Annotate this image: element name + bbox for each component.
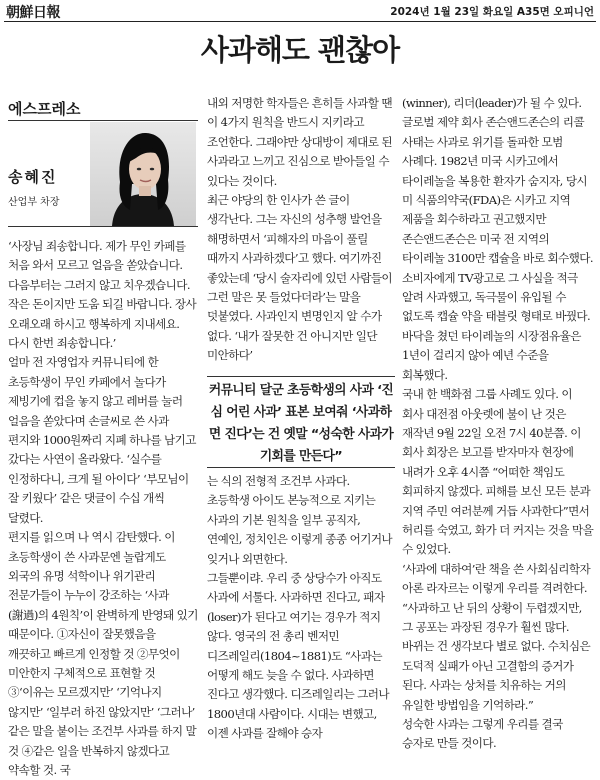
- author-rule: [8, 226, 198, 227]
- body-paragraph: 편지를 읽으며 나 역시 감탄했다. 이 초등학생이 쓴 사과문엔 놀랍게도 외국의 유명 석학이나 위기관리 전문가들이 누누이 강조하는 ‘사과(謝過)의 4원칙’이 완벽하게 반영돼 있기 때문이다. ①자신이 잘못했음을 깨끗하고 빠르게 인정할 것 ②무엇이 미안한지 구체적으로 표현할 것 ③‘이유는 모르겠지만’ ‘기억나지 않지만’ ‘일부러 하진 않았지만’ ‘그러나’ 같은 말을 붙이는 조건부 사과를 하지 말 것 ④같은 일을 반복하지 않겠다고 약속할 것. 국: [8, 530, 198, 777]
- body-paragraph: 얼마 전 자영업자 커뮤니티에 한 초등학생이 무인 카페에서 놀다가 제빙기에 컵을 놓지 않고 레버를 눌러 얼음을 쏟았다며 손글씨로 쓴 사과 편지와 1000원짜리 지폐 하나를 남기고 갔다는 사연이 올라왔다. ‘실수를 인정하다니, 크게 될 아이다’ ‘부모님이 잘 키웠다’ 같은 댓글이 수십 개씩 달렸다.: [8, 355, 196, 525]
- body-paragraph: 성숙한 사과는 그렇게 우리를 결국 승자로 만들 것이다.: [402, 717, 563, 751]
- body-paragraph: 국내 한 백화점 그룹 사례도 있다. 이 회사 대전점 아웃렛에 불이 난 것은 재작년 9월 22일 오전 7시 40분쯤. 이 회사 회장은 보고를 받자마자 현장에 내려가 오후 4시쯤 “어떠한 책임도 회피하지 않겠다. 피해를 보신 모든 분과 지역 주민 여러분께 거듭 사과한다”면서 허리를 숙였고, 화가 더 커지는 것을 막을 수 있었다.: [402, 387, 594, 557]
- dateline: 2024년 1월 23일 화요일 A35면 오피니언: [390, 6, 594, 18]
- author-title: 산업부 차장: [8, 197, 60, 208]
- masthead-rule: [4, 21, 596, 22]
- body-column-2-bottom: [207, 472, 395, 744]
- column-section-label: 에스프레소: [8, 100, 81, 118]
- author-portrait: [90, 122, 196, 226]
- newspaper-logo: 朝鮮日報: [6, 5, 60, 21]
- author-name: 송혜진: [8, 168, 58, 186]
- masthead: [0, 0, 600, 22]
- pull-quote: 커뮤니티 달군 초등학생의 사과 ‘진심 어린 사과’ 표본 보여줘 ‘사과하면 진다’는 건 옛말 “성숙한 사과가 기회를 만든다”: [208, 383, 394, 464]
- body-paragraph: (winner), 리더(leader)가 될 수 있다.: [402, 96, 582, 110]
- body-paragraph: 는 식의 전형적 조건부 사과다. 초등학생 아이도 본능적으로 지키는 사과의 기본 원칙을 일부 공직자, 연예인, 정치인은 이렇게 종종 어기거나 잊거나 외면한다.: [207, 474, 393, 566]
- author-portrait-image: [90, 122, 196, 226]
- body-column-3: [402, 94, 594, 754]
- body-paragraph: ‘사장님 죄송합니다. 제가 무인 카페를 처음 와서 모르고 얼음을 쏟았습니다. 다음부터는 그러지 않고 치우겠습니다. 작은 돈이지만 도움 되길 바랍니다. 장사 오래오래 하시고 행복하게 지내세요. 다시 한번 죄송합니다.’: [8, 239, 197, 351]
- body-column-1: [8, 237, 198, 780]
- body-paragraph: 그들뿐이랴. 우리 중 상당수가 아직도 사과에 서툴다. 사과하면 진다고, 패자(loser)가 된다고 여기는 경우가 적지 않다. 영국의 전 총리 벤저민 디즈레일리(1804~1881)도 “사과는 어떻게 해도 늦을 수 없다. 사과하면 진다고 생각했다. 디즈레일리는 그러나 1800년대 사람이다. 시대는 변했고, 이젠 사과를 잘해야 승자: [207, 571, 389, 741]
- section-rule: [8, 120, 198, 121]
- body-paragraph: 최근 야당의 한 인사가 쓴 글이 생각난다. 그는 자신의 성추행 발언을 해명하면서 ‘피해자의 마음이 풀릴 때까지 사과하겠다’고 했다. 여기까진 좋았는데 ‘당시 술자리에 있던 사람들이 그런 말은 못 들었다더라’는 말을 덧붙였다. 사과인지 변명인지 알 수가 없다. ‘내가 잘못한 건 아니지만 일단 미안하다’: [207, 193, 393, 363]
- body-paragraph: 내외 저명한 학자들은 흔히들 사과할 땐 이 4가지 원칙을 반드시 지키라고 조언한다. 그래야만 상대방이 제대로 된 사과라고 느끼고 진심으로 받아들일 수 있다는 것이다.: [207, 96, 393, 188]
- headline: 사과해도 괜찮아: [200, 33, 400, 67]
- body-paragraph: ‘사과에 대하여’란 책을 쓴 사회심리학자 아론 라자르는 이렇게 우리를 격려한다. “사과하고 난 뒤의 상황이 두렵겠지만, 그 공포는 과장된 경우가 훨씬 많다. 바뀌는 건 생각보다 별로 없다. 수치심은 도덕적 실패가 아닌 고결함의 증거가 된다. 사과는 상처를 치유하는 거의 유일한 방법임을 기억하라.”: [402, 561, 591, 712]
- body-paragraph: 글로벌 제약 회사 존슨앤드존슨의 리콜 사태는 사과로 위기를 돌파한 모범 사례다. 1982년 미국 시카고에서 타이레놀을 복용한 환자가 숨지자, 당시 미 식품의약국(FDA)은 시카고 지역 제품을 회수하라고 권고했지만 존슨앤드존슨은 미국 전 지역의 타이레놀 3100만 캡슐을 바로 회수했다. 소비자에게 TV광고로 그 사실을 적극 알려 사과했고, 독극물이 유입될 수 없도록 캡슐 약을 태블릿 형태로 바꿨다. 바닥을 쳤던 타이레놀의 시장점유율은 1년이 걸리지 않아 예년 수준을 회복했다.: [402, 115, 593, 382]
- pull-quote-rule-top: [207, 376, 395, 377]
- body-column-2-top: [207, 94, 395, 366]
